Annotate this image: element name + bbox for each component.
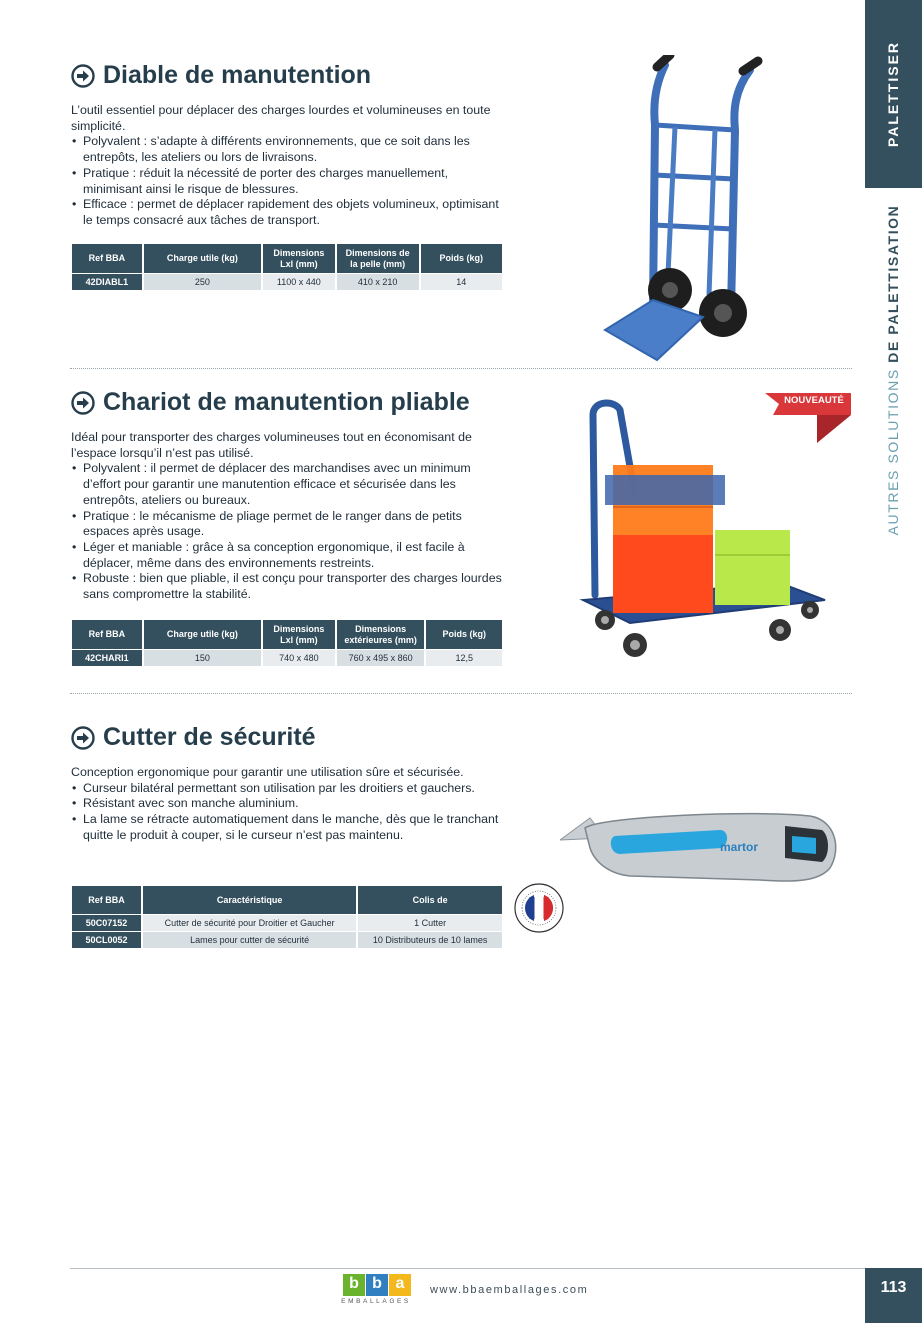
- table-cell-ref: 50CL0052: [72, 932, 141, 948]
- table-cell: 1 Cutter: [358, 915, 502, 931]
- table-cell: Cutter de sécurité pour Droitier et Gaucher: [143, 915, 356, 931]
- feature-item: • La lame se rétracte automatiquement dans le manche, dès que le tranchant quitte le produit à couper, si le curseur n’est pas maintenu.: [71, 812, 503, 843]
- feature-item: • Robuste : bien que pliable, il est conçu pour transporter des charges lourdes sans compromettre la stabilité.: [71, 571, 503, 602]
- table-header: Dimensions Lxl (mm): [263, 244, 335, 273]
- category-tab-label: PALETTISER: [885, 40, 901, 148]
- feature-item: • Pratique : le mécanisme de pliage permet de le ranger dans de petits espaces après usage.: [71, 509, 503, 540]
- section-side-label: [885, 205, 901, 536]
- arrow-circle-icon: [71, 726, 95, 750]
- feature-item: • Polyvalent : s’adapte à différents environnements, que ce soit dans les entrepôts, les ateliers ou lors de livraisons.: [71, 134, 503, 165]
- product-title-text: Cutter de sécurité: [103, 723, 316, 751]
- table-cell: Lames pour cutter de sécurité: [143, 932, 356, 948]
- product-title-cutter: [71, 723, 316, 752]
- made-in-france-seal: [514, 883, 564, 933]
- table-header: Ref BBA: [72, 244, 142, 273]
- spec-table-chariot: [70, 619, 504, 667]
- table-header: Charge utile (kg): [144, 620, 261, 649]
- product-intro: Idéal pour transporter des charges volumineuses tout en économisant de l’espace lorsqu’il n’est pas utilisé.: [71, 430, 472, 460]
- product-title-text: Chariot de manutention pliable: [103, 388, 470, 416]
- section-side-label-suffix: DE PALETTISATION: [885, 204, 901, 363]
- table-row: [72, 915, 502, 931]
- product-intro: Conception ergonomique pour garantir une utilisation sûre et sécurisée.: [71, 765, 464, 779]
- category-tab: [865, 0, 922, 188]
- feature-item: • Efficace : permet de déplacer rapidement des objets volumineux, optimisant le temps consacré aux tâches de transport.: [71, 197, 503, 228]
- table-cell-ref: 50C07152: [72, 915, 141, 931]
- logo-letter-b2: b: [366, 1274, 388, 1296]
- feature-item: • Pratique : réduit la nécessité de porter des charges manuellement, minimisant ainsi le risque de blessures.: [71, 166, 503, 197]
- table-header: Caractéristique: [143, 886, 356, 914]
- logo-word: EMBALLAGES: [341, 1298, 411, 1305]
- table-cell: 14: [421, 274, 502, 290]
- table-cell: 10 Distributeurs de 10 lames: [358, 932, 502, 948]
- product-description: [71, 765, 503, 844]
- table-cell: 250: [144, 274, 261, 290]
- cutter-brand-text: martor: [720, 840, 759, 854]
- product-description: [71, 430, 503, 603]
- table-header: Dimensions de la pelle (mm): [337, 244, 419, 273]
- table-cell: 740 x 480: [263, 650, 335, 666]
- footer-rule: [70, 1268, 865, 1269]
- spec-table-diable: [70, 243, 504, 291]
- table-cell-ref: 42CHARI1: [72, 650, 142, 666]
- table-row: [72, 274, 502, 290]
- product-title-text: Diable de manutention: [103, 61, 372, 89]
- table-header: Dimensions Lxl (mm): [263, 620, 335, 649]
- product-title-diable: [71, 61, 371, 90]
- table-header: Poids (kg): [426, 620, 502, 649]
- safety-cutter-image: [560, 808, 845, 888]
- feature-item: • Curseur bilatéral permettant son utilisation par les droitiers et gauchers.: [71, 781, 503, 797]
- table-header: Colis de: [358, 886, 502, 914]
- badge-label: NOUVEAUTÉ: [784, 395, 844, 406]
- table-row: [72, 932, 502, 948]
- table-cell: 760 x 495 x 860: [337, 650, 425, 666]
- section-divider: [70, 693, 852, 694]
- hand-truck-image: [595, 55, 775, 365]
- section-divider: [70, 368, 852, 369]
- logo-letter-a: a: [389, 1274, 411, 1296]
- page-number: 113: [865, 1268, 922, 1323]
- feature-item: • Résistant avec son manche aluminium.: [71, 796, 503, 812]
- logo-letter-b1: b: [343, 1274, 365, 1296]
- table-header: Poids (kg): [421, 244, 502, 273]
- table-header: Ref BBA: [72, 620, 142, 649]
- table-cell: 150: [144, 650, 261, 666]
- table-cell-ref: 42DIABL1: [72, 274, 142, 290]
- bba-logo: [333, 1274, 419, 1308]
- website-url[interactable]: www.bbaemballages.com: [430, 1284, 589, 1296]
- product-title-chariot: [71, 388, 470, 417]
- product-intro: L’outil essentiel pour déplacer des charges lourdes et volumineuses en toute simplicité.: [71, 103, 491, 133]
- table-cell: 410 x 210: [337, 274, 419, 290]
- table-row: [72, 650, 502, 666]
- table-header: Charge utile (kg): [144, 244, 261, 273]
- feature-list: [71, 134, 503, 228]
- feature-item: • Polyvalent : il permet de déplacer des marchandises avec un minimum d’effort pour garantir une manutention efficace et sécurisée dans les entrepôts, ateliers ou bureaux.: [71, 461, 503, 508]
- feature-item: • Léger et maniable : grâce à sa conception ergonomique, il est facile à déplacer, même dans des environnements restreints.: [71, 540, 503, 571]
- arrow-circle-icon: [71, 391, 95, 415]
- section-side-label-prefix: AUTRES SOLUTIONS: [885, 368, 901, 536]
- new-badge: [765, 393, 851, 443]
- arrow-circle-icon: [71, 64, 95, 88]
- product-description: [71, 103, 503, 229]
- spec-table-cutter: [70, 885, 504, 949]
- table-header: Ref BBA: [72, 886, 141, 914]
- table-cell: 1100 x 440: [263, 274, 335, 290]
- table-header: Dimensions extérieures (mm): [337, 620, 425, 649]
- table-cell: 12,5: [426, 650, 502, 666]
- feature-list: [71, 461, 503, 602]
- feature-list: [71, 781, 503, 844]
